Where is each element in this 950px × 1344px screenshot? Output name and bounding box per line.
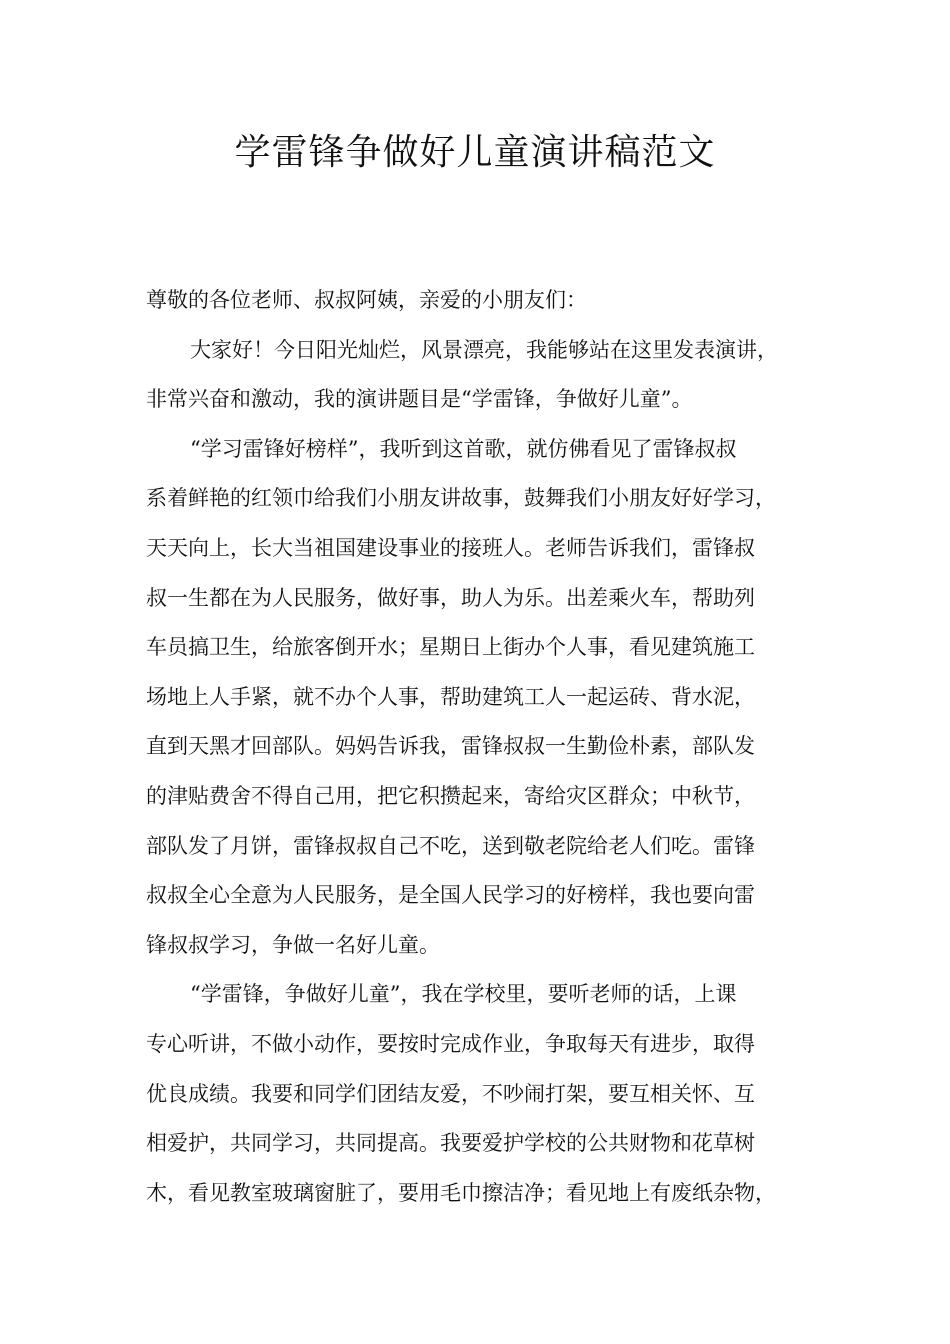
text-line: 锋叔叔学习，争做一名好儿童。 — [146, 932, 440, 957]
text-line: “学习雷锋好榜样”，我听到这首歌，就仿佛看见了雷锋叔叔 — [190, 436, 737, 461]
text-line: 部队发了月饼，雷锋叔叔自己不吃，送到敬老院给老人们吃。雷锋 — [146, 833, 755, 858]
text-line: 木，看见教室玻璃窗脏了，要用毛巾擦洁净；看见地上有废纸杂物， — [146, 1180, 776, 1205]
text-line: 直到天黑才回部队。妈妈告诉我，雷锋叔叔一生勤俭朴素，部队发 — [146, 734, 755, 759]
text-line: 叔叔全心全意为人民服务，是全国人民学习的好榜样，我也要向雷 — [146, 883, 755, 908]
text-line: 专心听讲，不做小动作，要按时完成作业，争取每天有进步，取得 — [146, 1031, 755, 1056]
text-line: 尊敬的各位老师、叔叔阿姨，亲爱的小朋友们： — [146, 288, 587, 312]
text-line: 天天向上，长大当祖国建设事业的接班人。老师告诉我们，雷锋叔 — [146, 535, 755, 560]
text-line: 大家好！今日阳光灿烂，风景漂亮，我能够站在这里发表演讲， — [190, 337, 778, 362]
text-line: 叔一生都在为人民服务，做好事，助人为乐。出差乘火车，帮助列 — [146, 585, 755, 610]
text-line: “学雷锋，争做好儿童”，我在学校里，要听老师的话，上课 — [190, 982, 737, 1007]
text-line: 场地上人手紧，就不办个人事，帮助建筑工人一起运砖、背水泥， — [146, 684, 755, 709]
text-line: 相爱护，共同学习，共同提高。我要爱护学校的公共财物和花草树 — [146, 1131, 755, 1156]
document-title: 学雷锋争做好儿童演讲稿范文 — [234, 132, 716, 173]
text-line: 系着鲜艳的红领巾给我们小朋友讲故事，鼓舞我们小朋友好好学习， — [146, 486, 776, 511]
text-line: 非常兴奋和激动，我的演讲题目是“学雷锋，争做好儿童”。 — [146, 387, 693, 412]
text-line: 的津贴费舍不得自己用，把它积攒起来，寄给灾区群众；中秋节， — [146, 783, 755, 808]
text-line: 车员搞卫生，给旅客倒开水；星期日上街办个人事，看见建筑施工 — [146, 635, 755, 660]
text-line: 优良成绩。我要和同学们团结友爱，不吵闹打架，要互相关怀、互 — [146, 1081, 755, 1106]
document-body — [146, 276, 826, 1218]
